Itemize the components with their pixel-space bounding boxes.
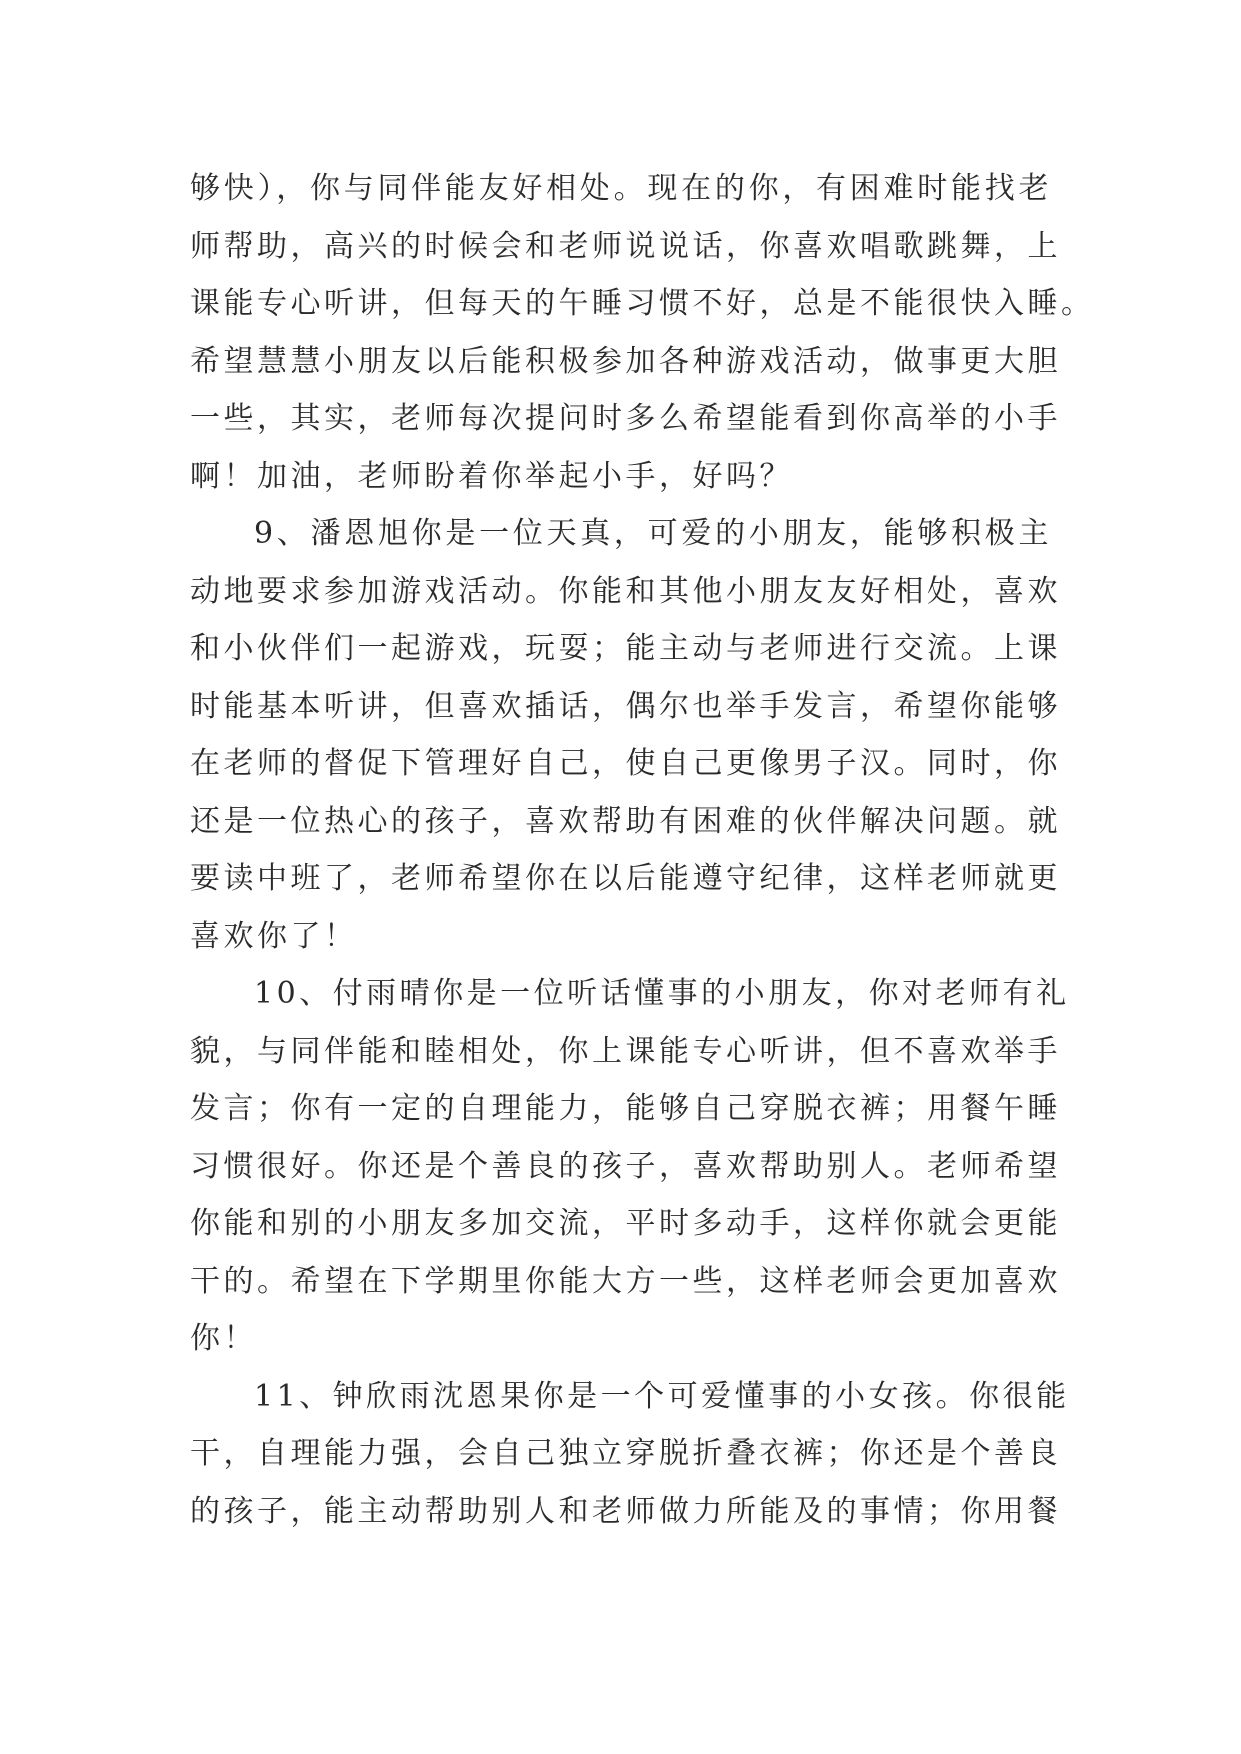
text-line: 希望慧慧小朋友以后能积极参加各种游戏活动，做事更大胆 — [190, 343, 1061, 379]
text-line: 貌，与同伴能和睦相处，你上课能专心听讲，但不喜欢举手 — [190, 1033, 1061, 1069]
paragraph-first-line: 10、付雨晴你是一位听话懂事的小朋友，你对老师有礼 — [254, 976, 1070, 1011]
text-line: 啊！加油，老师盼着你举起小手，好吗？ — [190, 458, 793, 494]
document-body — [190, 160, 1095, 1540]
text-line: 你能和别的小朋友多加交流，平时多动手，这样你就会更能 — [190, 1206, 1061, 1241]
text-line: 在老师的督促下管理好自己，使自己更像男子汉。同时，你 — [190, 746, 1061, 781]
text-line: 时能基本听讲，但喜欢插话，偶尔也举手发言，希望你能够 — [190, 688, 1061, 724]
text-line: 动地要求参加游戏活动。你能和其他小朋友友好相处，喜欢 — [190, 573, 1061, 609]
text-line: 干的。希望在下学期里你能大方一些，这样老师会更加喜欢 — [190, 1263, 1061, 1299]
text-line: 课能专心听讲，但每天的午睡习惯不好，总是不能很快入睡。 — [190, 286, 1095, 321]
text-line: 习惯很好。你还是个善良的孩子，喜欢帮助别人。老师希望 — [190, 1148, 1061, 1184]
paragraph-first-line: 9、潘恩旭你是一位天真，可爱的小朋友，能够积极主 — [254, 516, 1052, 551]
text-line: 一些，其实，老师每次提问时多么希望能看到你高举的小手 — [190, 401, 1061, 436]
text-line: 还是一位热心的孩子，喜欢帮助有困难的伙伴解决问题。就 — [190, 803, 1061, 839]
text-line: 够快），你与同伴能友好相处。现在的你，有困难时能找老 — [190, 171, 1052, 206]
text-line: 的孩子，能主动帮助别人和老师做力所能及的事情；你用餐 — [190, 1493, 1061, 1529]
text-line: 你！ — [190, 1321, 257, 1356]
text-line: 发言；你有一定的自理能力，能够自己穿脱衣裤；用餐午睡 — [190, 1091, 1061, 1126]
text-line: 师帮助，高兴的时候会和老师说说话，你喜欢唱歌跳舞，上 — [190, 228, 1061, 264]
paragraph-first-line: 11、钟欣雨沈恩果你是一个可爱懂事的小女孩。你很能 — [254, 1378, 1070, 1414]
text-line: 干，自理能力强，会自己独立穿脱折叠衣裤；你还是个善良 — [190, 1436, 1061, 1471]
text-line: 要读中班了，老师希望你在以后能遵守纪律，这样老师就更 — [190, 861, 1061, 896]
text-line: 喜欢你了！ — [190, 918, 358, 954]
text-line: 和小伙伴们一起游戏，玩耍；能主动与老师进行交流。上课 — [190, 631, 1061, 666]
